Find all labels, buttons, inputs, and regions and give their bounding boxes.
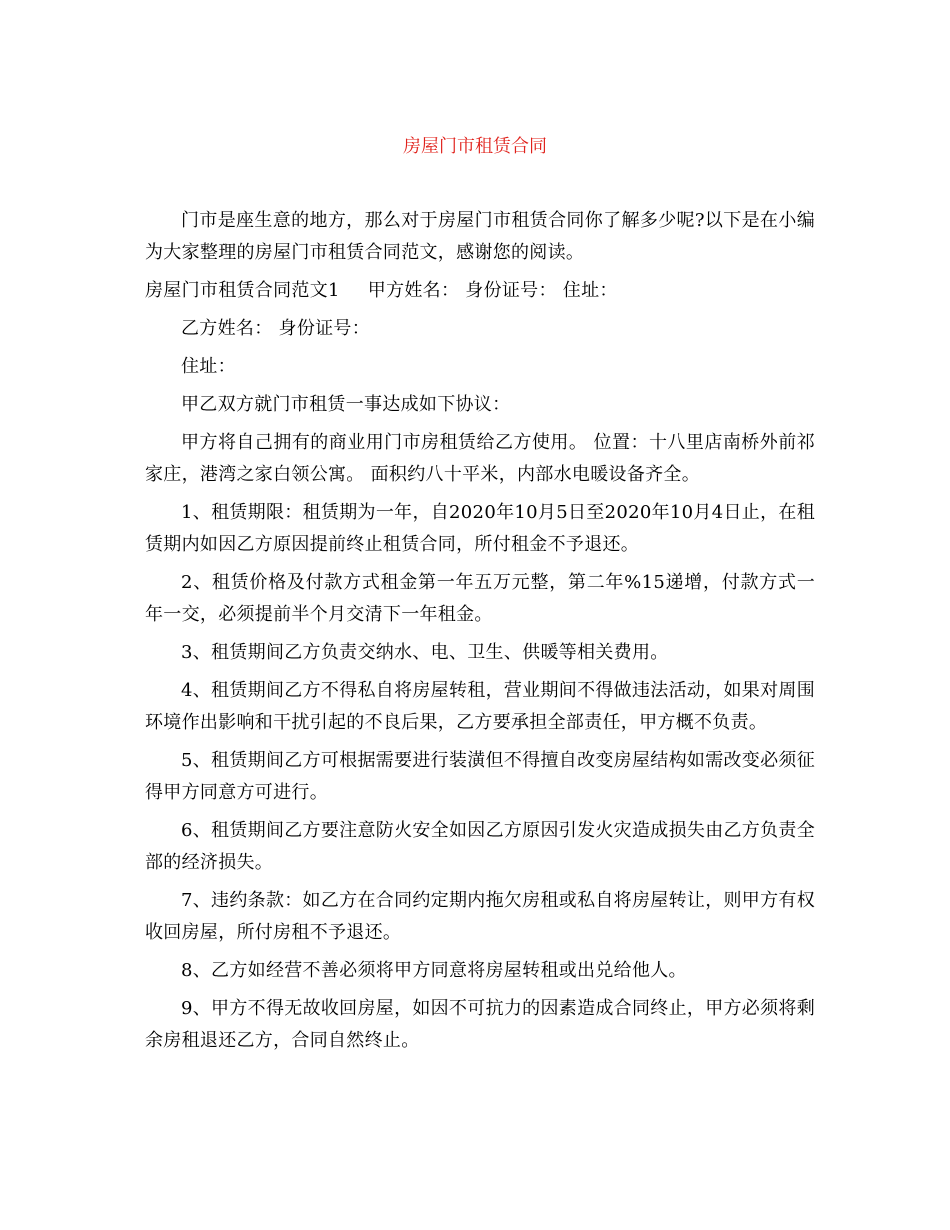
sample-heading: 房屋门市租赁合同范文1 — [145, 280, 340, 301]
sample-heading-line — [145, 275, 815, 307]
clause-4: 4、租赁期间乙方不得私自将房屋转租，营业期间不得做违法活动，如果对周围环境作出影响和干扰引起的不良后果，乙方要承担全部责任，甲方概不负责。 — [145, 680, 815, 733]
clause-8: 8、乙方如经营不善必须将甲方同意将房屋转租或出兑给他人。 — [181, 960, 687, 981]
agreement-line: 甲乙双方就门市租赁一事达成如下协议： — [181, 394, 511, 415]
clause-7: 7、违约条款：如乙方在合同约定期内拖欠房租或私自将房屋转让，则甲方有权收回房屋，所付房租不予退还。 — [145, 890, 815, 943]
party-a-line: 甲方姓名： 身份证号： 住址： — [367, 280, 618, 301]
clause-9: 9、甲方不得无故收回房屋，如因不可抗力的因素造成合同终止，甲方必须将剩余房租退还乙方，合同自然终止。 — [145, 998, 815, 1051]
premises-paragraph: 甲方将自己拥有的商业用门市房租赁给乙方使用。 位置：十八里店南桥外前祁家庄，港湾之家白领公寓。 面积约八十平米，内部水电暖设备齐全。 — [145, 432, 815, 485]
clause-6: 6、租赁期间乙方要注意防火安全如因乙方原因引发火灾造成损失由乙方负责全部的经济损失。 — [145, 820, 815, 873]
clause-3: 3、租赁期间乙方负责交纳水、电、卫生、供暖等相关费用。 — [181, 642, 669, 663]
party-b-line: 乙方姓名： 身份证号： — [181, 318, 371, 339]
document-body — [145, 205, 815, 1063]
clause-1: 1、租赁期限：租赁期为一年，自2020年10月5日至2020年10月4日止，在租赁期内如因乙方原因提前终止租赁合同，所付租金不予退还。 — [145, 502, 815, 555]
party-b-address: 住址： — [181, 356, 236, 377]
clause-5: 5、租赁期间乙方可根据需要进行装潢但不得擅自改变房屋结构如需改变必须征得甲方同意方可进行。 — [145, 750, 815, 803]
intro-paragraph: 门市是座生意的地方，那么对于房屋门市租赁合同你了解多少呢?以下是在小编为大家整理的房屋门市租赁合同范文，感谢您的阅读。 — [145, 210, 815, 263]
document-title: 房屋门市租赁合同 — [403, 136, 547, 157]
clause-2: 2、租赁价格及付款方式租金第一年五万元整，第二年%15递增，付款方式一年一交，必须提前半个月交清下一年租金。 — [145, 572, 815, 625]
